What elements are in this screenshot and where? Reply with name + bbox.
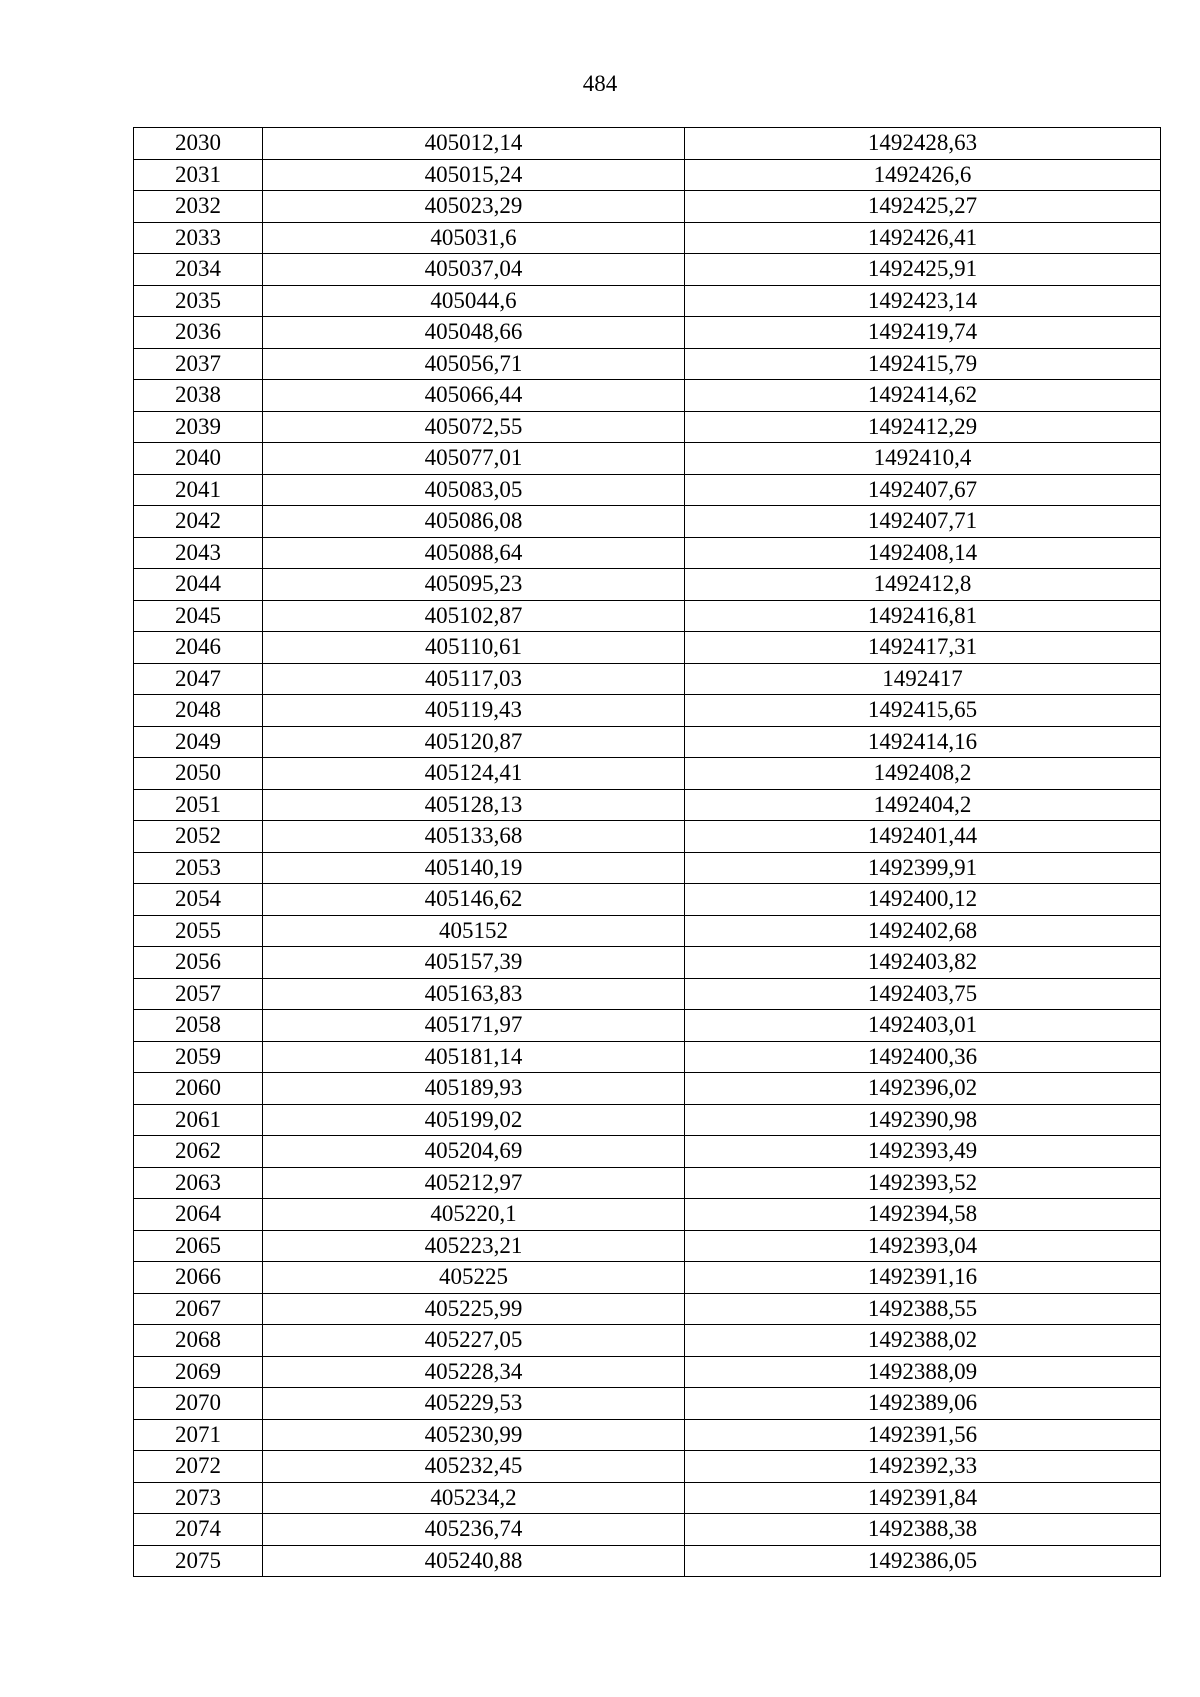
x-coordinate-cell: 405212,97 — [263, 1167, 685, 1199]
x-coordinate-cell: 405110,61 — [263, 632, 685, 664]
table-row — [134, 1230, 1161, 1262]
table-row — [134, 1167, 1161, 1199]
y-coordinate-cell: 1492417,31 — [685, 632, 1161, 664]
table-row — [134, 380, 1161, 412]
point-number-cell: 2068 — [134, 1325, 263, 1357]
table-row — [134, 632, 1161, 664]
y-coordinate-cell: 1492412,29 — [685, 411, 1161, 443]
y-coordinate-cell: 1492428,63 — [685, 128, 1161, 160]
point-number-cell: 2070 — [134, 1388, 263, 1420]
x-coordinate-cell: 405056,71 — [263, 348, 685, 380]
table-row — [134, 1514, 1161, 1546]
x-coordinate-cell: 405095,23 — [263, 569, 685, 601]
point-number-cell: 2039 — [134, 411, 263, 443]
x-coordinate-cell: 405223,21 — [263, 1230, 685, 1262]
x-coordinate-cell: 405225 — [263, 1262, 685, 1294]
table-row — [134, 569, 1161, 601]
table-row — [134, 947, 1161, 979]
table-row — [134, 1104, 1161, 1136]
point-number-cell: 2056 — [134, 947, 263, 979]
point-number-cell: 2050 — [134, 758, 263, 790]
table-row — [134, 1451, 1161, 1483]
x-coordinate-cell: 405119,43 — [263, 695, 685, 727]
x-coordinate-cell: 405102,87 — [263, 600, 685, 632]
point-number-cell: 2047 — [134, 663, 263, 695]
x-coordinate-cell: 405163,83 — [263, 978, 685, 1010]
table-row — [134, 317, 1161, 349]
table-row — [134, 1545, 1161, 1577]
point-number-cell: 2049 — [134, 726, 263, 758]
x-coordinate-cell: 405072,55 — [263, 411, 685, 443]
y-coordinate-cell: 1492393,52 — [685, 1167, 1161, 1199]
table-row — [134, 1482, 1161, 1514]
y-coordinate-cell: 1492415,65 — [685, 695, 1161, 727]
x-coordinate-cell: 405120,87 — [263, 726, 685, 758]
point-number-cell: 2048 — [134, 695, 263, 727]
point-number-cell: 2069 — [134, 1356, 263, 1388]
table-row — [134, 537, 1161, 569]
y-coordinate-cell: 1492402,68 — [685, 915, 1161, 947]
table-row — [134, 285, 1161, 317]
y-coordinate-cell: 1492404,2 — [685, 789, 1161, 821]
x-coordinate-cell: 405140,19 — [263, 852, 685, 884]
point-number-cell: 2044 — [134, 569, 263, 601]
x-coordinate-cell: 405199,02 — [263, 1104, 685, 1136]
y-coordinate-cell: 1492391,84 — [685, 1482, 1161, 1514]
point-number-cell: 2062 — [134, 1136, 263, 1168]
y-coordinate-cell: 1492391,56 — [685, 1419, 1161, 1451]
x-coordinate-cell: 405128,13 — [263, 789, 685, 821]
y-coordinate-cell: 1492425,27 — [685, 191, 1161, 223]
table-row — [134, 726, 1161, 758]
point-number-cell: 2067 — [134, 1293, 263, 1325]
table-row — [134, 1199, 1161, 1231]
point-number-cell: 2058 — [134, 1010, 263, 1042]
table-row — [134, 695, 1161, 727]
table-row — [134, 1136, 1161, 1168]
page-number: 484 — [582, 71, 618, 96]
y-coordinate-cell: 1492399,91 — [685, 852, 1161, 884]
y-coordinate-cell: 1492417 — [685, 663, 1161, 695]
x-coordinate-cell: 405117,03 — [263, 663, 685, 695]
point-number-cell: 2066 — [134, 1262, 263, 1294]
y-coordinate-cell: 1492400,12 — [685, 884, 1161, 916]
point-number-cell: 2041 — [134, 474, 263, 506]
y-coordinate-cell: 1492386,05 — [685, 1545, 1161, 1577]
point-number-cell: 2051 — [134, 789, 263, 821]
table-row — [134, 663, 1161, 695]
y-coordinate-cell: 1492393,04 — [685, 1230, 1161, 1262]
y-coordinate-cell: 1492388,09 — [685, 1356, 1161, 1388]
x-coordinate-cell: 405066,44 — [263, 380, 685, 412]
table-row — [134, 1388, 1161, 1420]
y-coordinate-cell: 1492410,4 — [685, 443, 1161, 475]
y-coordinate-cell: 1492390,98 — [685, 1104, 1161, 1136]
table-row — [134, 1041, 1161, 1073]
y-coordinate-cell: 1492391,16 — [685, 1262, 1161, 1294]
table-row — [134, 821, 1161, 853]
table-row — [134, 1073, 1161, 1105]
table-row — [134, 600, 1161, 632]
point-number-cell: 2034 — [134, 254, 263, 286]
point-number-cell: 2040 — [134, 443, 263, 475]
x-coordinate-cell: 405227,05 — [263, 1325, 685, 1357]
table-row — [134, 128, 1161, 160]
point-number-cell: 2037 — [134, 348, 263, 380]
x-coordinate-cell: 405088,64 — [263, 537, 685, 569]
table-row — [134, 1010, 1161, 1042]
coordinates-table — [133, 127, 1161, 1577]
y-coordinate-cell: 1492425,91 — [685, 254, 1161, 286]
point-number-cell: 2057 — [134, 978, 263, 1010]
y-coordinate-cell: 1492408,2 — [685, 758, 1161, 790]
table-row — [134, 1325, 1161, 1357]
point-number-cell: 2055 — [134, 915, 263, 947]
y-coordinate-cell: 1492400,36 — [685, 1041, 1161, 1073]
table-row — [134, 915, 1161, 947]
y-coordinate-cell: 1492403,82 — [685, 947, 1161, 979]
y-coordinate-cell: 1492401,44 — [685, 821, 1161, 853]
y-coordinate-cell: 1492423,14 — [685, 285, 1161, 317]
x-coordinate-cell: 405232,45 — [263, 1451, 685, 1483]
y-coordinate-cell: 1492407,71 — [685, 506, 1161, 538]
x-coordinate-cell: 405234,2 — [263, 1482, 685, 1514]
x-coordinate-cell: 405044,6 — [263, 285, 685, 317]
y-coordinate-cell: 1492403,75 — [685, 978, 1161, 1010]
table-row — [134, 254, 1161, 286]
y-coordinate-cell: 1492415,79 — [685, 348, 1161, 380]
table-row — [134, 789, 1161, 821]
point-number-cell: 2035 — [134, 285, 263, 317]
point-number-cell: 2036 — [134, 317, 263, 349]
y-coordinate-cell: 1492416,81 — [685, 600, 1161, 632]
point-number-cell: 2043 — [134, 537, 263, 569]
x-coordinate-cell: 405236,74 — [263, 1514, 685, 1546]
y-coordinate-cell: 1492403,01 — [685, 1010, 1161, 1042]
x-coordinate-cell: 405171,97 — [263, 1010, 685, 1042]
table-row — [134, 1356, 1161, 1388]
x-coordinate-cell: 405031,6 — [263, 222, 685, 254]
table-row — [134, 411, 1161, 443]
y-coordinate-cell: 1492426,6 — [685, 159, 1161, 191]
table-row — [134, 348, 1161, 380]
point-number-cell: 2074 — [134, 1514, 263, 1546]
table-row — [134, 506, 1161, 538]
point-number-cell: 2060 — [134, 1073, 263, 1105]
point-number-cell: 2063 — [134, 1167, 263, 1199]
y-coordinate-cell: 1492389,06 — [685, 1388, 1161, 1420]
point-number-cell: 2045 — [134, 600, 263, 632]
table-row — [134, 191, 1161, 223]
table-row — [134, 222, 1161, 254]
point-number-cell: 2054 — [134, 884, 263, 916]
point-number-cell: 2073 — [134, 1482, 263, 1514]
table-row — [134, 1262, 1161, 1294]
x-coordinate-cell: 405220,1 — [263, 1199, 685, 1231]
x-coordinate-cell: 405229,53 — [263, 1388, 685, 1420]
point-number-cell: 2071 — [134, 1419, 263, 1451]
y-coordinate-cell: 1492412,8 — [685, 569, 1161, 601]
point-number-cell: 2064 — [134, 1199, 263, 1231]
y-coordinate-cell: 1492414,16 — [685, 726, 1161, 758]
table-row — [134, 852, 1161, 884]
point-number-cell: 2046 — [134, 632, 263, 664]
x-coordinate-cell: 405086,08 — [263, 506, 685, 538]
x-coordinate-cell: 405015,24 — [263, 159, 685, 191]
point-number-cell: 2052 — [134, 821, 263, 853]
y-coordinate-cell: 1492414,62 — [685, 380, 1161, 412]
table-row — [134, 1293, 1161, 1325]
x-coordinate-cell: 405228,34 — [263, 1356, 685, 1388]
x-coordinate-cell: 405189,93 — [263, 1073, 685, 1105]
x-coordinate-cell: 405181,14 — [263, 1041, 685, 1073]
point-number-cell: 2061 — [134, 1104, 263, 1136]
coordinates-table-body — [134, 128, 1161, 1577]
point-number-cell: 2053 — [134, 852, 263, 884]
point-number-cell: 2059 — [134, 1041, 263, 1073]
x-coordinate-cell: 405133,68 — [263, 821, 685, 853]
y-coordinate-cell: 1492388,55 — [685, 1293, 1161, 1325]
point-number-cell: 2075 — [134, 1545, 263, 1577]
y-coordinate-cell: 1492388,38 — [685, 1514, 1161, 1546]
x-coordinate-cell: 405225,99 — [263, 1293, 685, 1325]
point-number-cell: 2032 — [134, 191, 263, 223]
y-coordinate-cell: 1492392,33 — [685, 1451, 1161, 1483]
table-row — [134, 1419, 1161, 1451]
table-row — [134, 443, 1161, 475]
x-coordinate-cell: 405083,05 — [263, 474, 685, 506]
y-coordinate-cell: 1492394,58 — [685, 1199, 1161, 1231]
x-coordinate-cell: 405048,66 — [263, 317, 685, 349]
y-coordinate-cell: 1492426,41 — [685, 222, 1161, 254]
x-coordinate-cell: 405152 — [263, 915, 685, 947]
x-coordinate-cell: 405146,62 — [263, 884, 685, 916]
y-coordinate-cell: 1492408,14 — [685, 537, 1161, 569]
point-number-cell: 2038 — [134, 380, 263, 412]
x-coordinate-cell: 405037,04 — [263, 254, 685, 286]
table-row — [134, 884, 1161, 916]
x-coordinate-cell: 405157,39 — [263, 947, 685, 979]
point-number-cell: 2065 — [134, 1230, 263, 1262]
x-coordinate-cell: 405204,69 — [263, 1136, 685, 1168]
table-row — [134, 758, 1161, 790]
table-row — [134, 474, 1161, 506]
point-number-cell: 2031 — [134, 159, 263, 191]
x-coordinate-cell: 405230,99 — [263, 1419, 685, 1451]
x-coordinate-cell: 405077,01 — [263, 443, 685, 475]
y-coordinate-cell: 1492419,74 — [685, 317, 1161, 349]
x-coordinate-cell: 405023,29 — [263, 191, 685, 223]
x-coordinate-cell: 405240,88 — [263, 1545, 685, 1577]
y-coordinate-cell: 1492393,49 — [685, 1136, 1161, 1168]
point-number-cell: 2042 — [134, 506, 263, 538]
y-coordinate-cell: 1492388,02 — [685, 1325, 1161, 1357]
point-number-cell: 2030 — [134, 128, 263, 160]
x-coordinate-cell: 405124,41 — [263, 758, 685, 790]
x-coordinate-cell: 405012,14 — [263, 128, 685, 160]
y-coordinate-cell: 1492407,67 — [685, 474, 1161, 506]
point-number-cell: 2033 — [134, 222, 263, 254]
table-row — [134, 159, 1161, 191]
point-number-cell: 2072 — [134, 1451, 263, 1483]
table-row — [134, 978, 1161, 1010]
y-coordinate-cell: 1492396,02 — [685, 1073, 1161, 1105]
